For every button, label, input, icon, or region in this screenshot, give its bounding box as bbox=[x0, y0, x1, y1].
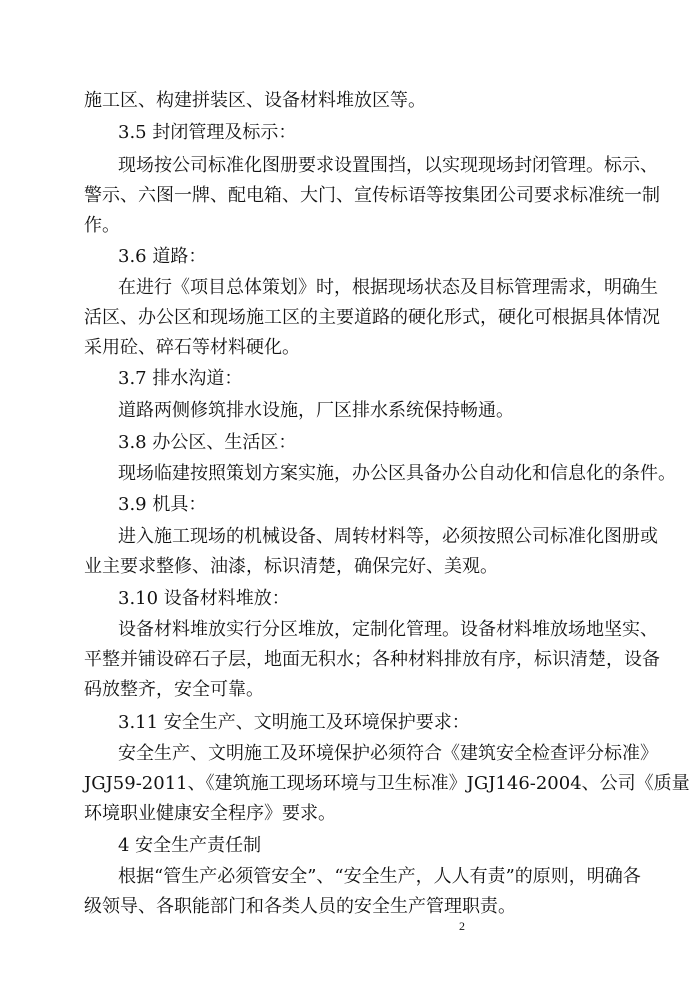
section-heading-3-7: 3.7 排水沟道： bbox=[118, 368, 243, 389]
section-heading-3-6: 3.6 道路： bbox=[118, 246, 207, 267]
paragraph-line: 活区、办公区和现场施工区的主要道路的硬化形式，硬化可根据具体情况 bbox=[84, 307, 660, 328]
text-line-continuation: 施工区、构建拼装区、设备材料堆放区等。 bbox=[84, 90, 426, 111]
section-heading-3-10: 3.10 设备材料堆放： bbox=[118, 588, 290, 609]
paragraph-line: 在进行《项目总体策划》时，根据现场状态及目标管理需求，明确生 bbox=[118, 277, 658, 298]
paragraph-line: 安全生产、文明施工及环境保护必须符合《建筑安全检查评分标准》 bbox=[118, 743, 658, 764]
section-heading-3-11: 3.11 安全生产、文明施工及环境保护要求： bbox=[118, 712, 470, 733]
paragraph-line: 平整并铺设碎石子层，地面无积水；各种材料排放有序，标识清楚，设备 bbox=[84, 649, 660, 670]
paragraph-line: 进入施工现场的机械设备、周转材料等，必须按照公司标准化图册或 bbox=[118, 526, 658, 547]
paragraph-line: 级领导、各职能部门和各类人员的安全生产管理职责。 bbox=[84, 896, 516, 917]
paragraph-line: 根据“管生产必须管安全”、“安全生产，人人有责”的原则，明确各 bbox=[118, 866, 641, 887]
paragraph-line: JGJ59-2011、《建筑施工现场环境与卫生标准》JGJ146-2004、公司《质量 bbox=[84, 773, 690, 794]
section-heading-3-9: 3.9 机具： bbox=[118, 494, 207, 515]
section-heading-3-5: 3.5 封闭管理及标示： bbox=[118, 122, 297, 143]
paragraph-line: 采用砼、碎石等材料硬化。 bbox=[84, 337, 300, 358]
paragraph-line: 现场按公司标准化图册要求设置围挡，以实现现场封闭管理。标示、 bbox=[118, 155, 658, 176]
page-number: 2 bbox=[459, 919, 465, 933]
paragraph-line: 码放整齐，安全可靠。 bbox=[84, 679, 264, 700]
section-heading-4: 4 安全生产责任制 bbox=[118, 835, 262, 856]
paragraph-line: 设备材料堆放实行分区堆放，定制化管理。设备材料堆放场地坚实、 bbox=[118, 619, 658, 640]
paragraph-line: 道路两侧修筑排水设施，厂区排水系统保持畅通。 bbox=[118, 400, 514, 421]
paragraph-line: 作。 bbox=[84, 215, 120, 236]
paragraph-line: 现场临建按照策划方案实施，办公区具备办公自动化和信息化的条件。 bbox=[118, 463, 676, 484]
paragraph-line: 业主要求整修、油漆，标识清楚，确保完好、美观。 bbox=[84, 556, 498, 577]
paragraph-line: 警示、六图一牌、配电箱、大门、宣传标语等按集团公司要求标准统一制 bbox=[84, 185, 660, 206]
section-heading-3-8: 3.8 办公区、生活区： bbox=[118, 432, 297, 453]
paragraph-line: 环境职业健康安全程序》要求。 bbox=[84, 803, 336, 824]
